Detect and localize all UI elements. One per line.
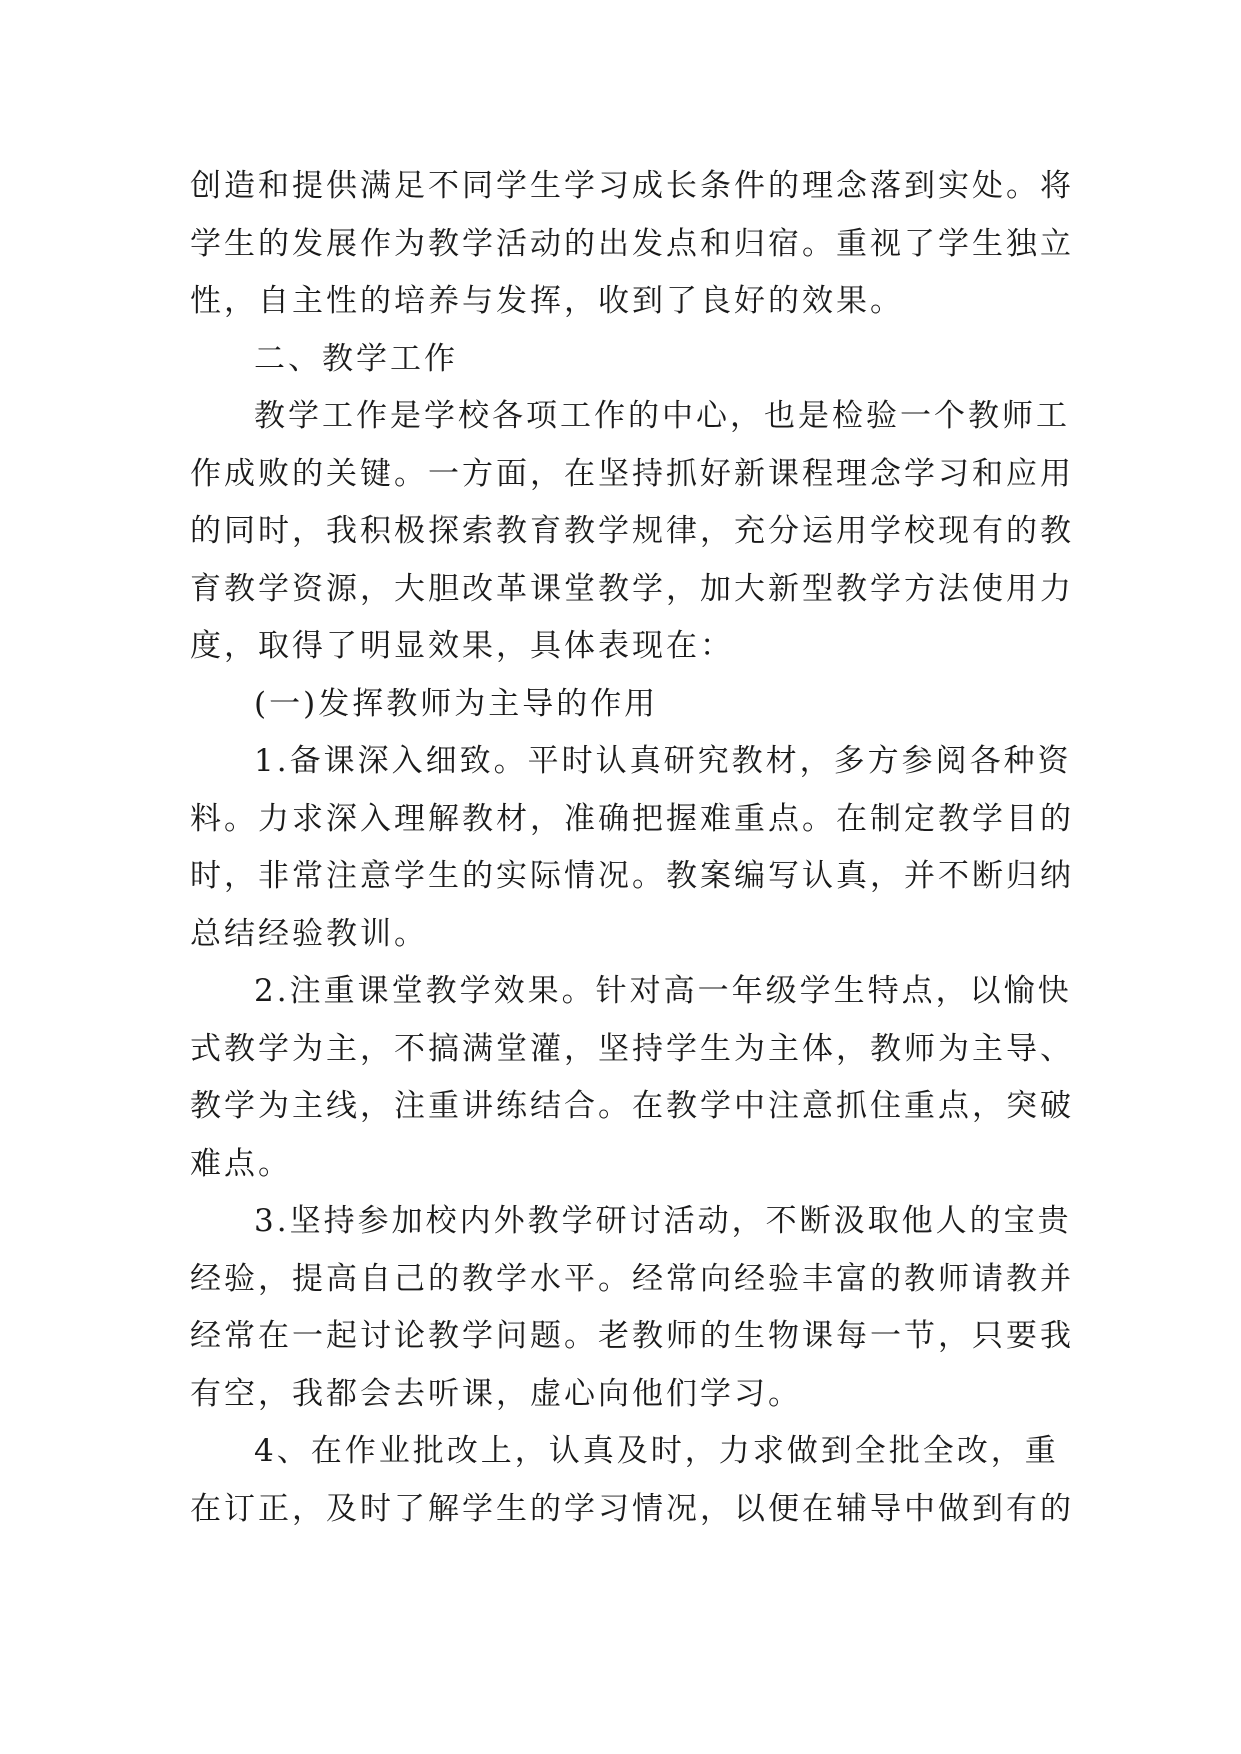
text-line: 有空，我都会去听课，虚心向他们学习。 <box>190 1375 802 1412</box>
text-line: 经验，提高自己的教学水平。经常向经验丰富的教师请教并 <box>190 1260 1074 1297</box>
text-line: 教学工作是学校各项工作的中心，也是检验一个教师工 <box>254 398 1070 434</box>
text-line: 教学为主线，注重讲练结合。在教学中注意抓住重点，突破 <box>190 1088 1074 1124</box>
text-line: 总结经验教训。 <box>190 915 428 952</box>
text-line: 育教学资源，大胆改革课堂教学，加大新型教学方法使用力 <box>190 570 1074 607</box>
text-line: 经常在一起讨论教学问题。老教师的生物课每一节，只要我 <box>190 1318 1074 1354</box>
text-line: 在订正，及时了解学生的学习情况，以便在辅导中做到有的 <box>190 1490 1074 1527</box>
text-line: 料。力求深入理解教材，准确把握难重点。在制定教学目的 <box>190 800 1074 837</box>
text-line: 难点。 <box>190 1145 292 1182</box>
text-line: 式教学为主，不搞满堂灌，坚持学生为主体，教师为主导、 <box>190 1030 1074 1067</box>
text-line: 3.坚持参加校内外教学研讨活动，不断汲取他人的宝贵 <box>254 1203 1072 1239</box>
text-line: 1.备课深入细致。平时认真研究教材，多方参阅各种资 <box>254 743 1072 779</box>
section-heading: 二、教学工作 <box>254 340 458 377</box>
text-line: 时，非常注意学生的实际情况。教案编写认真，并不断归纳 <box>190 858 1074 894</box>
text-line: 性，自主性的培养与发挥，收到了良好的效果。 <box>190 283 904 319</box>
text-line: 度，取得了明显效果，具体表现在： <box>190 628 734 664</box>
text-line: 4、在作业批改上，认真及时，力求做到全批全改，重 <box>254 1433 1059 1469</box>
text-line: 学生的发展作为教学活动的出发点和归宿。重视了学生独立 <box>190 225 1074 262</box>
text-line: 作成败的关键。一方面，在坚持抓好新课程理念学习和应用 <box>190 455 1074 492</box>
document-body <box>190 158 1074 1538</box>
text-line: 的同时，我积极探索教育教学规律，充分运用学校现有的教 <box>190 513 1074 549</box>
subsection-heading: (一)发挥教师为主导的作用 <box>254 685 659 722</box>
text-line: 2.注重课堂教学效果。针对高一年级学生特点，以愉快 <box>254 973 1072 1009</box>
text-line: 创造和提供满足不同学生学习成长条件的理念落到实处。将 <box>190 168 1074 204</box>
